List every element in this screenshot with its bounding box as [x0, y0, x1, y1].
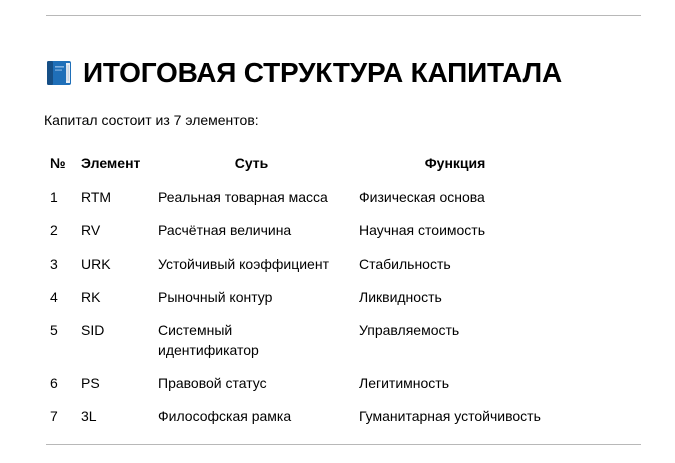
column-header-function: Функция: [424, 155, 486, 171]
page-heading: [44, 53, 562, 93]
top-divider: [46, 15, 641, 16]
table-row: [44, 180, 604, 213]
row-element: SID: [81, 322, 105, 338]
table-header-row: [44, 147, 604, 180]
row-number: 2: [50, 222, 58, 238]
row-element: RK: [81, 289, 101, 305]
row-element: RV: [81, 222, 101, 238]
row-number: 1: [50, 189, 58, 205]
capital-structure-table: [44, 147, 604, 432]
row-element: 3L: [81, 408, 97, 424]
row-function: Управляемость: [359, 322, 460, 338]
row-number: 4: [50, 289, 58, 305]
table-row: [44, 280, 604, 313]
row-element: PS: [81, 375, 100, 391]
intro-text: Капитал состоит из 7 элементов:: [44, 112, 259, 128]
table-row: [44, 399, 604, 432]
column-header-essence: Суть: [234, 155, 269, 171]
row-element: RTM: [81, 189, 112, 205]
row-number: 5: [50, 322, 58, 338]
row-essence: Реальная товарная масса: [158, 189, 328, 205]
row-essence: Правовой статус: [158, 375, 267, 391]
table-row: [44, 366, 604, 399]
column-header-element: Элемент: [81, 155, 141, 171]
table-row: [44, 313, 604, 366]
row-essence: Философская рамка: [158, 408, 292, 424]
blue-book-icon: [44, 59, 74, 87]
row-element: URK: [81, 256, 111, 272]
row-function: Гуманитарная устойчивость: [359, 408, 541, 424]
row-function: Ликвидность: [359, 289, 442, 305]
table-row: [44, 247, 604, 280]
row-essence: Рыночный контур: [158, 289, 273, 305]
row-essence: Системный идентификатор: [158, 322, 259, 358]
row-number: 7: [50, 408, 58, 424]
row-number: 3: [50, 256, 58, 272]
row-function: Физическая основа: [359, 189, 485, 205]
column-header-number: №: [50, 155, 66, 171]
bottom-divider: [46, 444, 641, 445]
row-function: Научная стоимость: [359, 222, 485, 238]
row-essence: Устойчивый коэффициент: [158, 256, 329, 272]
page-title: ИТОГОВАЯ СТРУКТУРА КАПИТАЛА: [83, 57, 562, 88]
row-function: Легитимность: [359, 375, 449, 391]
row-essence: Расчётная величина: [158, 222, 292, 238]
row-function: Стабильность: [359, 256, 451, 272]
row-number: 6: [50, 375, 58, 391]
table-row: [44, 213, 604, 247]
